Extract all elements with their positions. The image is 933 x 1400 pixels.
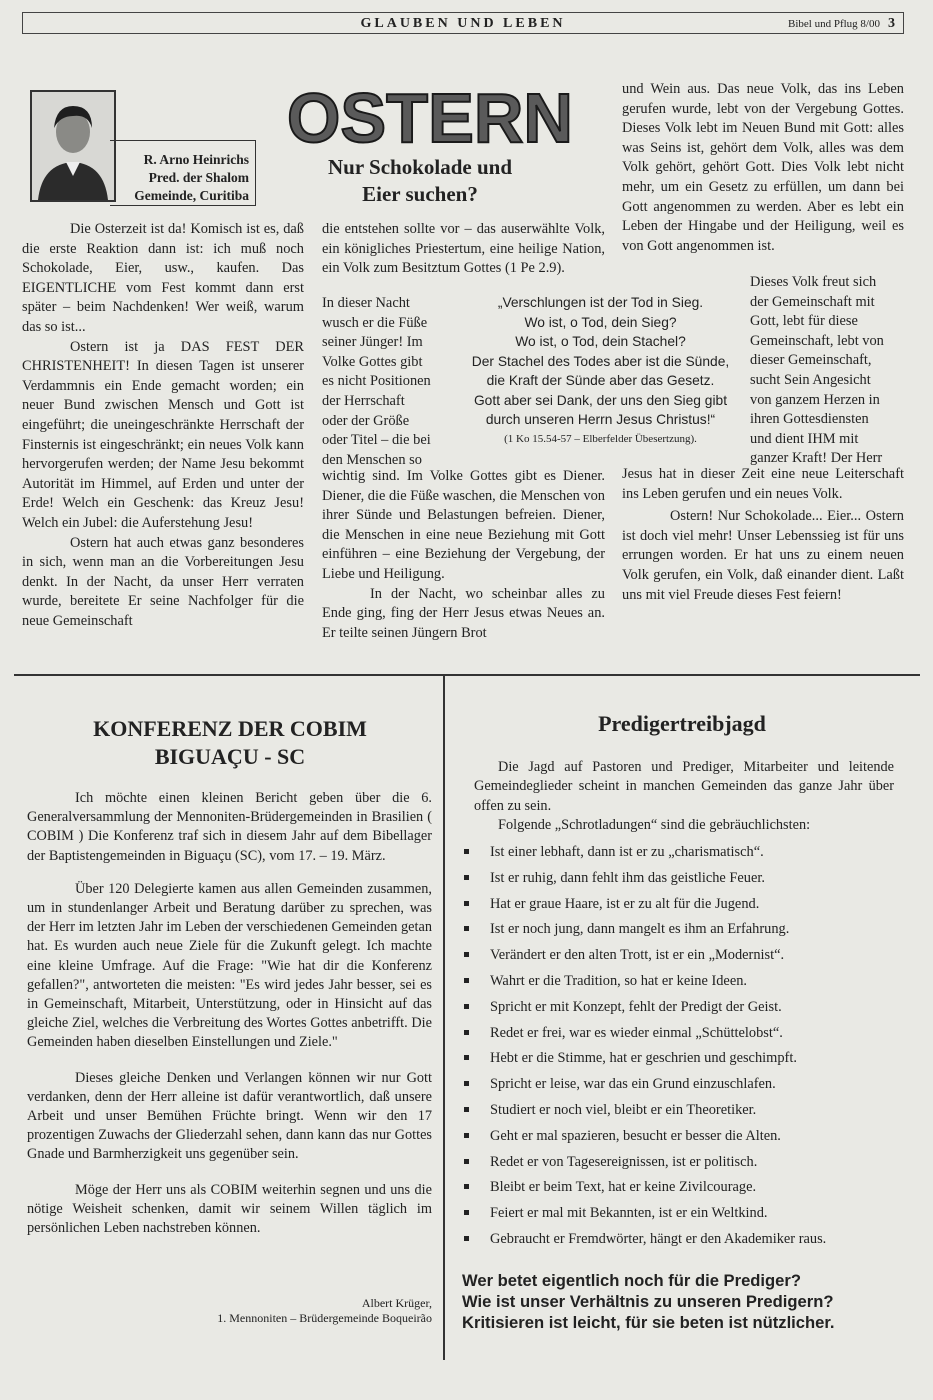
closing-line: Wer betet eigentlich noch für die Prediger?: [462, 1271, 801, 1290]
text-line: den Menschen so: [322, 451, 422, 468]
author-church: Gemeinde, Curitiba: [134, 188, 249, 203]
text-line: Gemeinschaft, lebt von: [750, 332, 884, 349]
list-item: Hat er graue Haare, ist er zu alt für die Jugend.: [462, 895, 882, 921]
list-item: Bleibt er beim Text, hat er keine Zivilcourage.: [462, 1178, 882, 1204]
text-line: sucht Sein Angesicht: [750, 371, 871, 388]
list-item: Redet er von Tagesereignissen, ist er politisch.: [462, 1153, 882, 1179]
section-divider-horizontal: [14, 674, 920, 676]
list-item: Gebraucht er Fremdwörter, hängt er den Akademiker raus.: [462, 1230, 882, 1256]
subtitle-line-2: Eier suchen?: [362, 182, 478, 206]
publication-info: [788, 16, 895, 32]
ostern-column-2-narrow: [322, 294, 450, 470]
text-line: In dieser Nacht: [322, 295, 410, 311]
text-line: der Herrschaft: [322, 392, 405, 409]
quote-line: die Kraft der Sünde aber das Gesetz.: [486, 373, 715, 388]
text-line: ganzer Kraft! Der Herr: [750, 450, 883, 467]
quote-line: Wo ist, o Tod, dein Sieg?: [524, 314, 677, 330]
list-item: Ist er ruhig, dann fehlt ihm das geistliche Feuer.: [462, 869, 882, 895]
text-line: seiner Jünger! Im: [322, 334, 423, 351]
list-item: Feiert er mal mit Bekannten, ist er ein Weltkind.: [462, 1204, 882, 1230]
paragraph: In der Nacht, wo scheinbar alles zu Ende ging, fing der Herr Jesus etwas Neues an. Er teilte seinen Jüngern Brot: [322, 585, 605, 641]
signature-name: Albert Krüger,: [361, 1296, 432, 1310]
paragraph: Ich möchte einen kleinen Bericht geben über die 6. Generalversammlung der Mennoniten-Brüdergemeinden in Brasilien ( COBIM ) Die Konferenz traf sich in diesem Jahr auf dem Bibellager der Baptistengemeinden in Biguaçu (SC), vom 17. – 19. März.: [27, 790, 432, 864]
closing-line: Kritisieren ist leicht, für sie beten ist nützlicher.: [462, 1313, 835, 1332]
author-photo: [30, 90, 116, 202]
text-line: ihren Gottesdiensten: [750, 411, 869, 428]
quote-line: Wo ist, o Tod, dein Stachel?: [515, 334, 686, 349]
list-item: Redet er frei, war es wieder einmal „Schüttelobst“.: [462, 1024, 882, 1050]
quote-line: „Verschlungen ist der Tod in Sieg.: [497, 295, 704, 310]
title-line: BIGUAÇU - SC: [154, 744, 306, 769]
paragraph: Die Jagd auf Pastoren und Prediger, Mitarbeiter und leitende Gemeindeglieder scheint in manchen Gemeinden das ganze Jahr über offen zu sein.: [474, 759, 894, 814]
ostern-column-2-top: [322, 220, 605, 279]
text-line: oder Titel – die bei: [322, 432, 431, 449]
paragraph: Jesus hat in dieser Zeit eine neue Leiterschaft ins Leben gerufen und ein neues Volk.: [622, 466, 904, 502]
ostern-logo: [282, 80, 578, 156]
paragraph: Möge der Herr uns als COBIM weiterhin segnen und uns die nötige Weisheit schenken, damit wir seinem Willen täglich im persönlichen Leben nachstreben können.: [27, 1181, 432, 1237]
text-line: von ganzem Herzen in: [750, 391, 880, 408]
author-role: Pred. der Shalom: [148, 170, 249, 185]
paragraph: die entstehen sollte vor – das auserwählte Volk, ein königliches Priestertum, eine heilige Nation, ein Volk zum Besitztum Gottes (1 Pe 2.9).: [322, 221, 605, 277]
section-title: GLAUBEN UND LEBEN: [360, 16, 566, 31]
bible-quote: [458, 293, 743, 449]
quote-line: durch unseren Herrn Jesus Christus!“: [485, 412, 716, 427]
list-item: Studiert er noch viel, bleibt er ein Theoretiker.: [462, 1101, 882, 1127]
konferenz-signature: [150, 1296, 432, 1326]
subtitle-line-1: Nur Schokolade und: [327, 155, 513, 179]
ostern-column-3-bottom: [622, 465, 904, 605]
paragraph: Über 120 Delegierte kamen aus allen Gemeinden zusammen, um in stundenlanger Arbeit und Beratung darüber zu sprechen, was der Herr im letzten Jahr im Leben der verschiedenen Gemeinden getan hat. Es wurden auch neue Ziele für die Zukunft gelegt. Ich machte eine kleine Umfrage. Auf die Frage: "Wie hat dir die Konferenz gefallen?", antworteten die meisten: "Es wird jedes Jahr besser, sei es in Gemeinschaft, Mitarbeit, Unterstützung, oder in Hinsicht auf das gleiche Ziel, welches die Verbreitung des Wortes Gottes anbetrifft. Die Gemeinden haben dieselben Einstellungen und Ziele.": [27, 880, 432, 1051]
text-line: und dient IHM mit: [750, 430, 859, 447]
author-name: R. Arno Heinrichs: [143, 152, 249, 167]
list-item: Ist einer lebhaft, dann ist er zu „charismatisch“.: [462, 843, 882, 869]
prediger-list: [462, 843, 882, 1256]
list-item: Spricht er mit Konzept, fehlt der Predigt der Geist.: [462, 998, 882, 1024]
list-item: Spricht er leise, war das ein Grund einzuschlafen.: [462, 1075, 882, 1101]
section-divider-vertical: [443, 675, 445, 1360]
prediger-closing: [462, 1270, 902, 1333]
ostern-column-2-bottom: [322, 467, 605, 643]
list-item: Verändert er den alten Trott, ist er ein „Modernist“.: [462, 946, 882, 972]
paragraph: und Wein aus. Das neue Volk, das ins Leben gerufen wurde, lebt von der Vergebung Gottes. Dieses Volk lebt im Neuen Bund mit Gott: alles was Seins ist, gehört dem Volk, alles was dem Volk gehört, gehört Gott. Dies Volk lebt nicht mehr, um ein Gesetz zu erfüllen, um dann bei Gott angenommen zu werden. Aber es lebt ein Leben der Hingabe und der Heiligung, weil es von Gott angenommen ist.: [622, 81, 904, 254]
article-subtitle: [300, 154, 540, 208]
text-line: der Gemeinschaft mit: [750, 293, 875, 310]
ostern-column-3-top: [622, 80, 904, 256]
paragraph: Ostern! Nur Schokolade... Eier... Ostern ist doch viel mehr! Unser Lebenssieg ist für uns errungen worden. Er hat uns zu einem neuen Volk gerufen, ein Volk, daß einander dient. Laßt uns mit viel Freude dieses Fest feiern!: [622, 508, 904, 603]
text-line: dieser Gemeinschaft,: [750, 352, 872, 369]
quote-line: Der Stachel des Todes aber ist die Sünde,: [471, 353, 730, 369]
paragraph: Ostern hat auch etwas ganz besonderes in sich, wenn man an die Vorbereitungen Jesu denkt. In der Nacht, da unser Herr verraten wurde, bereitete Er seine Nachfolger für die neue Gemeinschaft: [22, 534, 304, 629]
page-number: 3: [888, 16, 895, 31]
prediger-intro: [474, 758, 894, 836]
list-item: Geht er mal spazieren, besucht er besser die Alten.: [462, 1127, 882, 1153]
author-info: [110, 140, 256, 206]
text-line: Dieses Volk freut sich: [750, 274, 877, 290]
list-item: Wahrt er die Tradition, so hat er keine Ideen.: [462, 972, 882, 998]
paragraph: Ostern ist ja DAS FEST DER CHRISTENHEIT! In diesen Tagen ist unserer Verdammnis ein Ende gemacht worden; ein neuer Bund zwischen Mensch und Gott ist eingeführt; die uneingeschränkte Herrschaft der Finsternis ist eingeschränkt; ein neues Volk kann hervorgerufen werden; der Name Jesu bekommt Autorität im Himmel, auf Erden und unter der Erde! Welch ein Geschenk: das Kreuz Jesu! Welch ein Jubel: die Auferstehung Jesu!: [22, 338, 304, 531]
quote-reference: (1 Ko 15.54-57 – Elberfelder Übesertzung).: [504, 432, 697, 445]
signature-church: 1. Mennoniten – Brüdergemeinde Boqueirão: [217, 1311, 432, 1325]
text-line: Volke Gottes gibt: [322, 353, 423, 370]
logo-text: OSTERN: [287, 80, 573, 156]
text-line: oder der Größe: [322, 412, 410, 429]
quote-line: Gott aber sei Dank, der uns den Sieg gibt: [473, 392, 728, 408]
list-item: Hebt er die Stimme, hat er geschrien und geschimpft.: [462, 1049, 882, 1075]
prediger-title: Predigertreibjagd: [598, 711, 766, 736]
konferenz-body: [27, 789, 432, 1238]
list-item: Ist er noch jung, dann mangelt es ihm an Erfahrung.: [462, 920, 882, 946]
title-line: KONFERENZ DER COBIM: [93, 716, 367, 741]
publication-name: Bibel und Pflug 8/00: [788, 18, 880, 30]
paragraph: Dieses gleiche Denken und Verlangen können wir nur Gott verdanken, denn der Herr alleine ist dafür verantwortlich, daß unsere Arbeit und unser Bemühen Früchte bringt. Wenn wir den 17 prozentigen Zuwachs der Gliederzahl sehen, dann kann das nur Gottes Gnade und Barmherzigkeit uns gegenüber sein.: [27, 1069, 432, 1163]
paragraph: wichtig sind. Im Volke Gottes gibt es Diener. Diener, die die Füße waschen, die Menschen von ihrer Sünde und Belastungen befreien. Diener, die Menschen in eine neue Beziehung mit Gott einführen – eine Beziehung der Vergebung, der Liebe und Heiligung.: [322, 468, 605, 582]
text-line: es nicht Positionen: [322, 373, 431, 390]
paragraph: Folgende „Schrotladungen“ sind die gebräuchlichsten:: [498, 817, 811, 834]
text-line: wusch er die Füße: [322, 314, 428, 331]
closing-line: Wie ist unser Verhältnis zu unseren Predigern?: [462, 1292, 834, 1311]
ostern-column-3-narrow: [750, 273, 904, 469]
paragraph: Die Osterzeit ist da! Komisch ist es, daß die erste Reaktion dann ist: ich muß noch Schokolade, Eier, usw., kaufen. Das EIGENTLICHE vom Fest kommt dann erst später – beim Nachdenken! Wer weiß, warum das so ist...: [22, 221, 304, 335]
text-line: Gott, lebt für diese: [750, 313, 858, 330]
ostern-column-1: [22, 220, 304, 631]
konferenz-title: [30, 715, 430, 771]
page-header: [22, 12, 904, 34]
